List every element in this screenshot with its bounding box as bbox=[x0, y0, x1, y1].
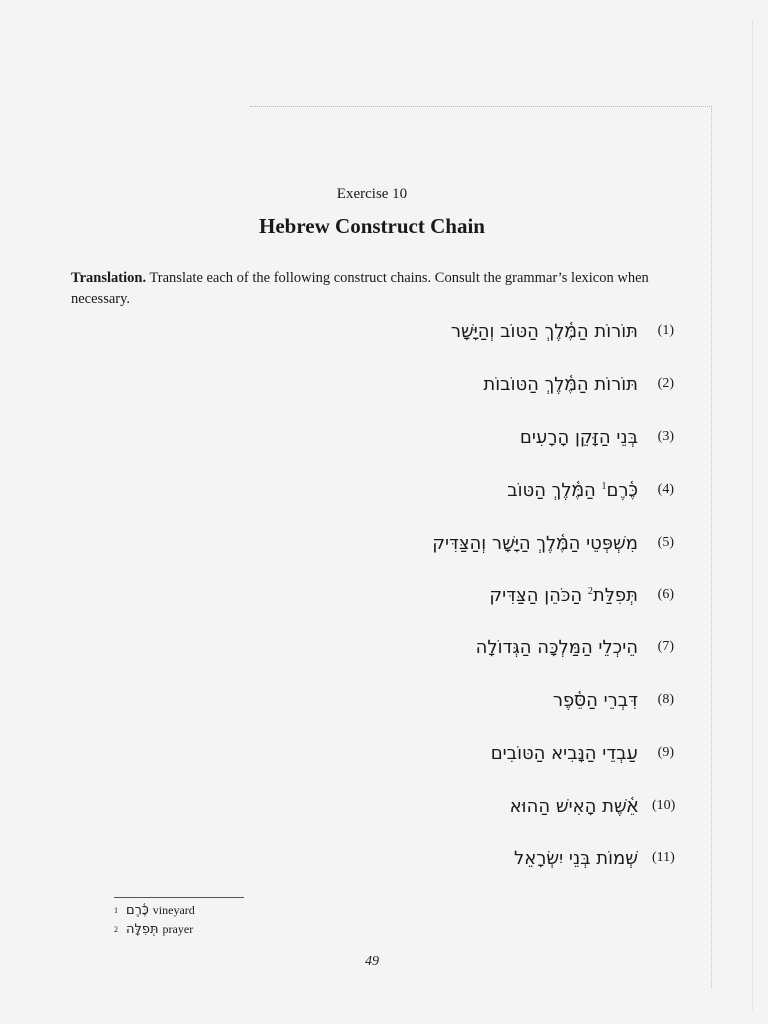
list-item bbox=[514, 843, 674, 873]
item-number: (11) bbox=[652, 850, 675, 865]
hebrew-phrase: הֵיכְלֵי הַמַּלְכָּה הַגְּדוֹלָה bbox=[475, 636, 638, 658]
list-item bbox=[489, 580, 674, 610]
hebrew-word: תְּפִלַּת bbox=[592, 584, 638, 606]
item-number: (2) bbox=[657, 376, 674, 391]
footnote-hebrew: תְּפִלָּה bbox=[126, 922, 159, 937]
list-item bbox=[432, 528, 674, 558]
footnote-marker: 2 bbox=[114, 925, 118, 934]
footnote bbox=[114, 902, 195, 918]
footnote-ref: 2 bbox=[587, 585, 593, 597]
item-number: (10) bbox=[652, 798, 676, 813]
list-item bbox=[483, 369, 674, 399]
list-item bbox=[520, 422, 674, 452]
exercise-label: Exercise 10 bbox=[336, 186, 408, 202]
list-item bbox=[507, 475, 674, 505]
footnote-divider bbox=[114, 897, 244, 898]
instructions-text: Translate each of the following construct chains. Consult the grammar’s lexicon when necessary. bbox=[71, 270, 649, 307]
list-item bbox=[451, 316, 674, 346]
hebrew-phrase bbox=[507, 480, 638, 501]
hebrew-phrase: אֵ֫שֶׁת הָאִישׁ הַהוּא bbox=[509, 795, 638, 817]
hebrew-word: הַמֶּ֫לֶךְ הַטּוֹב bbox=[507, 479, 602, 501]
list-item bbox=[491, 738, 674, 768]
item-number: (3) bbox=[657, 429, 674, 444]
item-number: (1) bbox=[657, 323, 674, 338]
hebrew-phrase: בְּנֵי הַזָּקֵן הָרָעִים bbox=[519, 426, 638, 448]
item-number: (4) bbox=[657, 482, 674, 497]
hebrew-phrase: שְׁמוֹת בְּנֵי יִשְׂרָאֵל bbox=[514, 847, 638, 869]
hebrew-phrase: תּוֹרוֹת הַמֶּ֫לֶךְ הַטּוֹב וְהַיָּשָׁר bbox=[450, 320, 638, 342]
hebrew-word: כֶּ֫רֶם bbox=[606, 479, 638, 501]
hebrew-phrase: תּוֹרוֹת הַמֶּ֫לֶךְ הַטּוֹבוֹת bbox=[483, 373, 638, 395]
list-item bbox=[476, 632, 674, 662]
footnote-gloss: prayer bbox=[162, 922, 194, 936]
hebrew-phrase: דִּבְרֵי הַסֵּ֫פֶר bbox=[552, 689, 638, 711]
hebrew-phrase bbox=[489, 585, 638, 606]
instructions bbox=[71, 268, 681, 310]
scan-edge-top bbox=[250, 106, 712, 107]
footnote-marker: 1 bbox=[114, 905, 118, 915]
hebrew-phrase: עַבְדֵי הַנָּבִיא הַטּוֹבִים bbox=[490, 742, 638, 764]
item-number: (6) bbox=[657, 587, 674, 602]
item-number: (8) bbox=[657, 692, 674, 707]
hebrew-word: הַכֹּהֵן הַצַּדִּיק bbox=[489, 584, 588, 606]
list-item bbox=[510, 791, 674, 821]
hebrew-phrase: מִשְׁפְּטֵי הַמֶּ֫לֶךְ הַיָּשָׁר וְהַצַּדִּיק bbox=[432, 532, 638, 554]
page-number: 49 bbox=[365, 954, 379, 969]
footnote-ref: 1 bbox=[601, 480, 607, 492]
page-title: Hebrew Construct Chain bbox=[259, 214, 485, 238]
item-number: (7) bbox=[657, 639, 674, 654]
scan-edge-outer bbox=[752, 20, 753, 1010]
item-number: (9) bbox=[657, 745, 674, 760]
item-number: (5) bbox=[657, 535, 674, 550]
footnote-hebrew: כֶּ֫רֶם bbox=[126, 903, 149, 918]
scan-edge-right bbox=[711, 108, 712, 988]
list-item bbox=[553, 685, 674, 715]
footnote bbox=[114, 922, 193, 937]
instructions-lead: Translation. bbox=[71, 270, 147, 286]
footnote-gloss: vineyard bbox=[152, 902, 195, 917]
